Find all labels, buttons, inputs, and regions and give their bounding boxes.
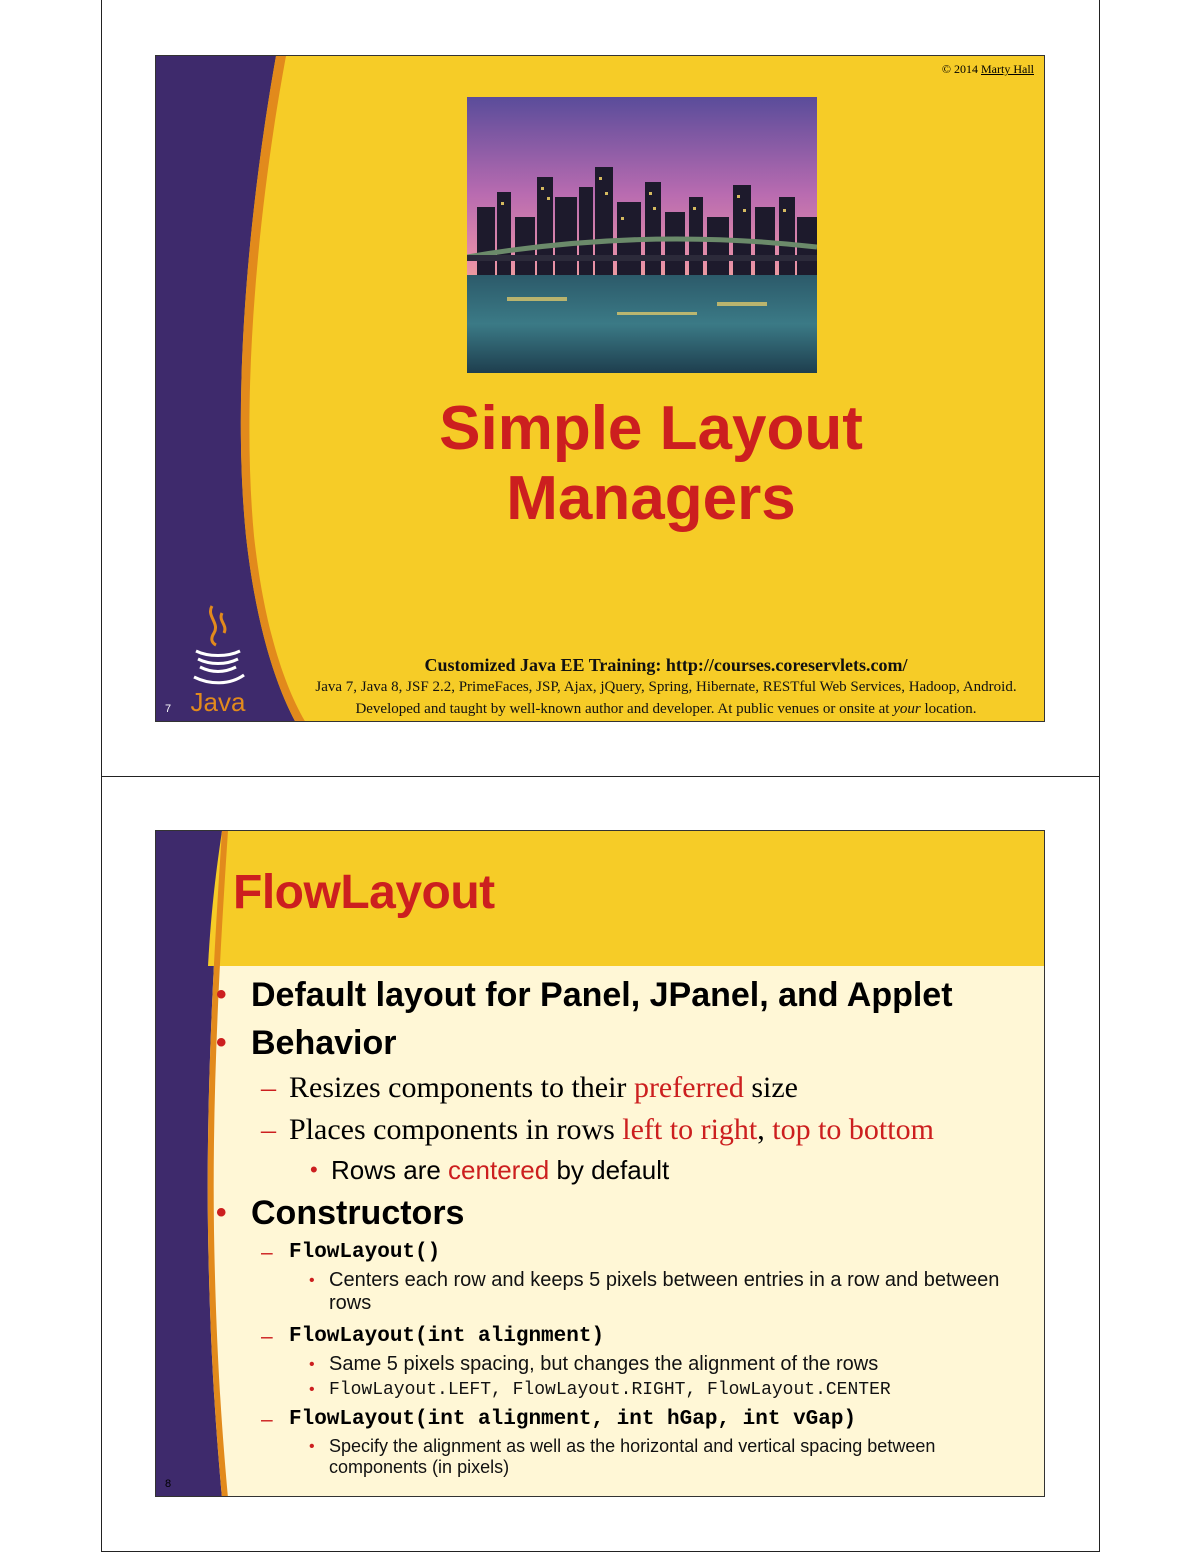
slide-number: 8	[165, 1478, 172, 1490]
slide-number: 7	[165, 703, 172, 715]
java-logo-icon	[178, 601, 258, 721]
constructor-full: – FlowLayout(int alignment, int hGap, int vGap)	[216, 1404, 1045, 1436]
constructor-default: – FlowLayout()	[216, 1237, 1045, 1269]
bullet-constructors: • Constructors	[216, 1189, 1045, 1237]
copyright	[942, 62, 1034, 77]
footer-developed-by: Developed and taught by well-known author and developer. At public venues or onsite at your location.	[355, 701, 977, 717]
copyright-author-link[interactable]: Marty Hall	[981, 62, 1034, 76]
title-line-1: Simple Layout	[439, 394, 863, 463]
flowlayout-slide	[155, 830, 1045, 1497]
title-line-2: Managers	[506, 464, 796, 533]
footer-training-link[interactable]: Customized Java EE Training: http://courses.coreservlets.com/	[424, 655, 908, 675]
sub-bullet-resizes: – Resizes components to their preferred size	[216, 1067, 1045, 1109]
title-slide	[155, 55, 1045, 722]
constructor-alignment-desc: • Same 5 pixels spacing, but changes the alignment of the rows	[216, 1353, 1016, 1376]
city-skyline-photo	[467, 97, 817, 373]
slide-content	[216, 971, 1045, 1478]
sub-sub-bullet-rows-centered: • Rows are centered by default	[216, 1151, 1045, 1189]
bullet-behavior: • Behavior	[216, 1019, 1045, 1067]
constructor-alignment-constants: • FlowLayout.LEFT, FlowLayout.RIGHT, FlowLayout.CENTER	[216, 1376, 1045, 1404]
copyright-text: © 2014	[941, 62, 981, 76]
constructor-full-desc: • Specify the alignment as well as the horizontal and vertical spacing between components (in pixels)	[216, 1436, 1016, 1478]
constructor-default-desc: • Centers each row and keeps 5 pixels between entries in a row and between rows	[216, 1269, 1016, 1315]
footer-technologies: Java 7, Java 8, JSF 2.2, PrimeFaces, JSP, Ajax, jQuery, Spring, Hibernate, RESTful Web Services, Hadoop, Android.	[315, 679, 1017, 695]
java-logo-text: Java	[190, 687, 246, 717]
slide-title: FlowLayout	[233, 866, 495, 919]
slide-title	[356, 394, 946, 534]
bullet-default-layout: • Default layout for Panel, JPanel, and Applet	[216, 971, 1045, 1019]
training-footer	[286, 654, 1045, 720]
sub-bullet-places: – Places components in rows left to right, top to bottom	[216, 1109, 1045, 1151]
constructor-alignment: – FlowLayout(int alignment)	[216, 1321, 1045, 1353]
